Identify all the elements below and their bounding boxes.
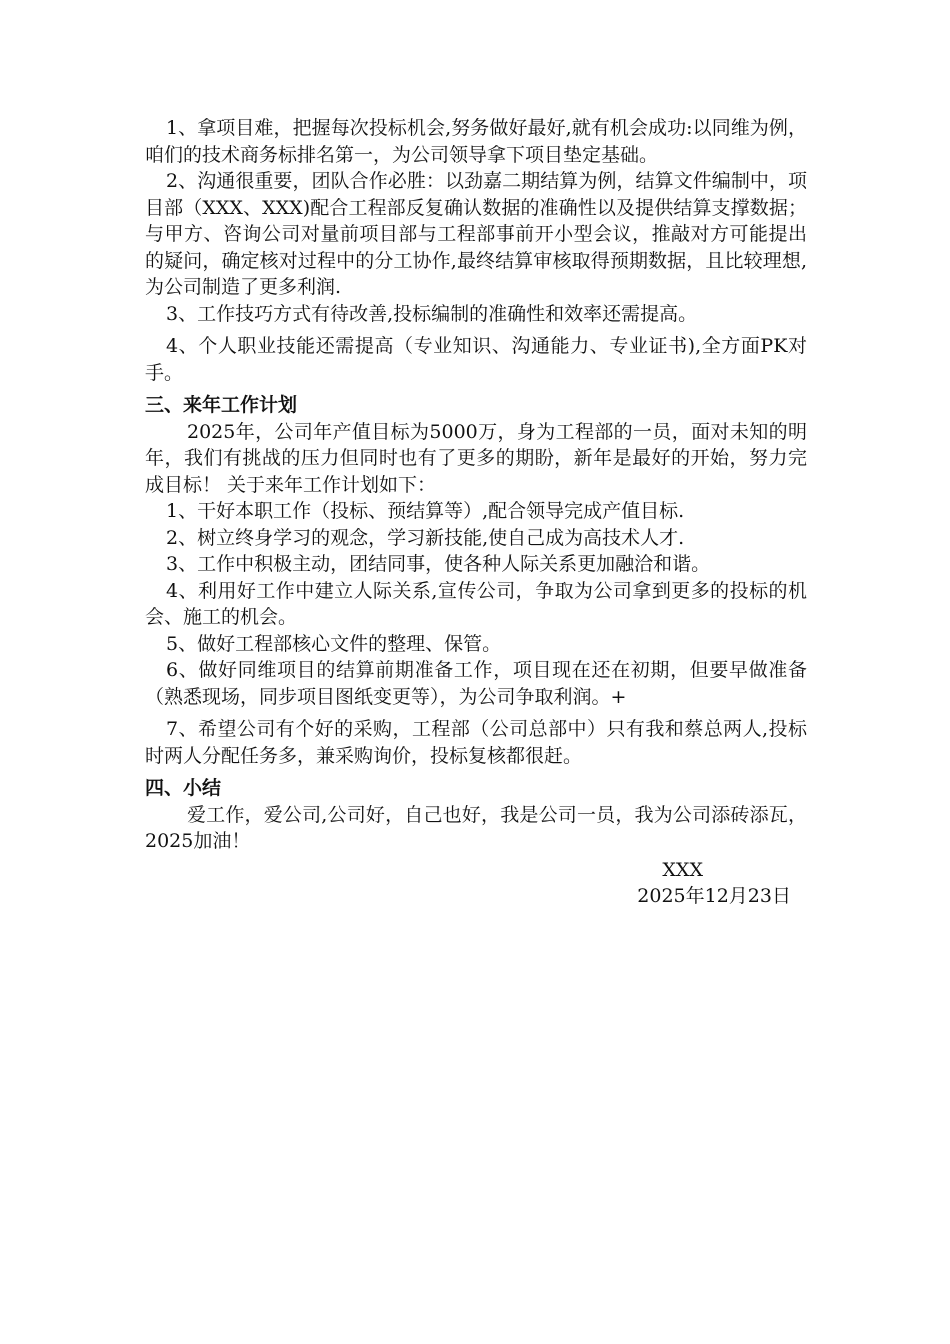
plan-item-4: 4、利用好工作中建立人际关系,宣传公司，争取为公司拿到更多的投标的机会、施工的机会。: [145, 579, 807, 628]
signature-name: XXX: [662, 858, 703, 881]
plan-item-6: 6、做好同维项目的结算前期准备工作，项目现在还在初期，但要早做准备（熟悉现场，同步项目图纸变更等），为公司争取利润。+: [145, 659, 807, 708]
summary-item-3: 3、工作技巧方式有待改善,投标编制的准确性和效率还需提高。: [166, 302, 698, 325]
plan-item-1: 1、干好本职工作（投标、预结算等）,配合领导完成产值目标.: [166, 500, 685, 522]
summary-item-1: 1、拿项目难，把握每次投标机会,努务做好最好,就有机会成功:以同维为例，咱们的技术商务标排名第一，为公司领导拿下项目垫定基础。: [145, 117, 807, 166]
plan-item-7: 7、希望公司有个好的采购，工程部（公司总部中）只有我和蔡总两人,投标时两人分配任务多，兼采购询价，投标复核都很赶。: [145, 718, 807, 767]
summary-body: 爱工作，爱公司,公司好，自己也好，我是公司一员，我为公司添砖添瓦，2025加油！: [145, 803, 807, 852]
document-page: [145, 115, 807, 910]
summary-item-4: 4、个人职业技能还需提高（专业知识、沟通能力、专业证书),全方面PK对手。: [145, 335, 807, 384]
section-heading-summary: 四、小结: [145, 777, 222, 799]
summary-item-2: 2、沟通很重要，团队合作必胜：以劲嘉二期结算为例，结算文件编制中，项目部（XXX、XXX)配合工程部反复确认数据的准确性以及提供结算支撑数据；与甲方、咨询公司对量前项目部与工程部事前开小型会议，推敲对方可能提出的疑问，确定核对过程中的分工协作,最终结算审核取得预期数据，且比较理想,为公司制造了更多利润.: [145, 170, 807, 298]
signature-date: 2025年12月23日: [637, 885, 791, 907]
plan-item-2: 2、树立终身学习的观念，学习新技能,使自己成为高技术人才.: [166, 526, 685, 549]
plan-intro: 2025年，公司年产值目标为5000万，身为工程部的一员，面对未知的明年，我们有挑战的压力但同时也有了更多的期盼，新年是最好的开始，努力完成目标！ 关于来年工作计划如下：: [145, 420, 807, 496]
plan-item-3: 3、工作中积极主动，团结同事，使各种人际关系更加融洽和谐。: [166, 553, 711, 575]
plan-item-5: 5、做好工程部核心文件的整理、保管。: [166, 632, 502, 655]
section-heading-plan: 三、来年工作计划: [145, 394, 298, 416]
